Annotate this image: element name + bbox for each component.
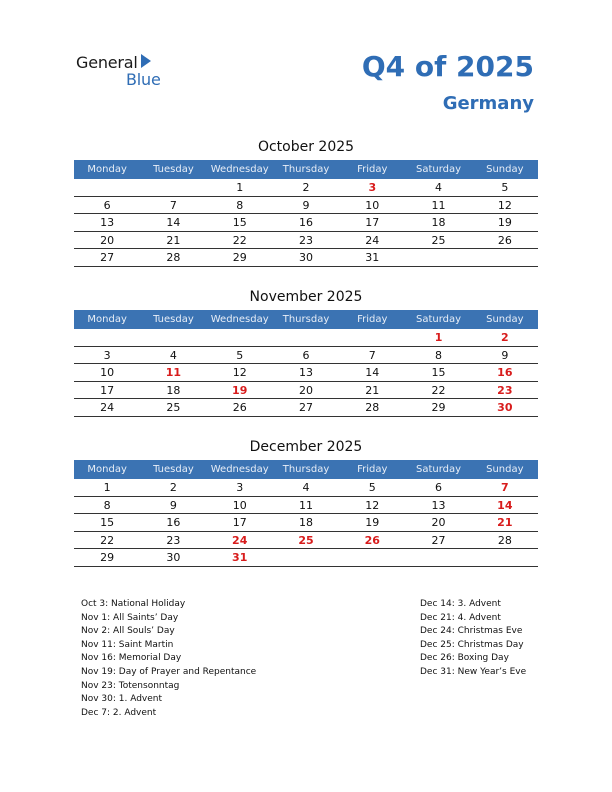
day-cell: 22 <box>232 233 247 247</box>
week-row <box>74 197 538 215</box>
day-cell: 1 <box>236 181 244 194</box>
day-cell: 4 <box>302 481 310 494</box>
holiday-note: Oct 3: National Holiday <box>81 599 186 609</box>
weekday-label: Thursday <box>282 464 330 475</box>
day-cell: 2 <box>302 181 310 194</box>
day-cell: 20 <box>298 383 313 397</box>
week-row <box>74 532 538 550</box>
day-cell: 6 <box>103 198 111 212</box>
holiday-note: Nov 2: All Souls’ Day <box>81 626 175 637</box>
day-cell: 18 <box>166 383 181 397</box>
weekday-label: Sunday <box>486 464 524 475</box>
month-title: November 2025 <box>249 289 363 305</box>
day-cell: 17 <box>100 383 115 397</box>
page-title: Q4 of 2025 <box>361 50 534 83</box>
week-row <box>74 497 538 515</box>
week-row <box>74 214 538 232</box>
weekday-header <box>74 310 538 329</box>
country-name: Germany <box>442 93 534 114</box>
day-cell: 23 <box>166 533 181 547</box>
day-cell: 6 <box>302 348 310 362</box>
day-cell: 14 <box>365 366 380 379</box>
day-cell: 28 <box>365 401 380 414</box>
day-cell: 26 <box>232 401 247 414</box>
logo-flag-icon <box>141 54 151 68</box>
day-cell: 31 <box>365 251 380 264</box>
weekday-label: Thursday <box>282 314 330 325</box>
day-cell: 11 <box>298 498 313 512</box>
month-december <box>74 438 538 567</box>
day-cell: 13 <box>298 366 313 379</box>
day-cell: 25 <box>298 533 314 547</box>
day-cell: 19 <box>497 216 512 229</box>
day-cell: 18 <box>431 216 446 229</box>
weekday-label: Friday <box>357 314 388 325</box>
day-cell: 16 <box>166 516 181 529</box>
day-cell: 16 <box>298 216 313 229</box>
day-cell: 15 <box>100 516 115 529</box>
empty-day-cell <box>472 249 538 266</box>
day-cell: 30 <box>298 251 313 264</box>
day-cell: 25 <box>166 401 181 414</box>
weekday-label: Friday <box>357 164 388 175</box>
holiday-note: Dec 25: Christmas Day <box>420 639 524 650</box>
day-cell: 10 <box>232 498 247 512</box>
day-cell: 17 <box>365 216 380 229</box>
empty-day-cell <box>472 549 538 566</box>
day-cell: 25 <box>431 233 446 247</box>
day-cell: 22 <box>431 383 446 397</box>
week-row <box>74 382 538 400</box>
week-row <box>74 364 538 382</box>
weekday-label: Wednesday <box>210 314 269 325</box>
day-cell: 4 <box>435 181 443 194</box>
logo-text-blue: Blue <box>126 70 161 89</box>
day-cell: 19 <box>365 516 380 529</box>
day-cell: 13 <box>431 498 446 512</box>
day-cell: 11 <box>431 198 446 212</box>
weekday-label: Monday <box>87 164 127 175</box>
day-cell: 29 <box>100 551 115 564</box>
weekday-label: Wednesday <box>210 164 269 175</box>
day-cell: 9 <box>302 198 310 212</box>
empty-day-cell <box>273 549 339 566</box>
day-cell: 8 <box>435 348 443 362</box>
empty-day-cell <box>74 179 140 196</box>
week-row <box>74 479 538 497</box>
day-cell: 11 <box>165 366 182 379</box>
week-row <box>74 549 538 567</box>
logo-text-general: General <box>76 53 138 72</box>
day-cell: 7 <box>501 481 509 494</box>
day-cell: 12 <box>232 366 247 379</box>
day-cell: 22 <box>100 533 115 547</box>
day-cell: 4 <box>169 348 177 362</box>
day-cell: 2 <box>169 481 177 494</box>
weekday-label: Saturday <box>416 164 462 175</box>
day-cell: 3 <box>103 348 111 362</box>
month-title: December 2025 <box>249 439 363 455</box>
week-row <box>74 249 538 267</box>
day-cell: 30 <box>166 551 181 564</box>
empty-day-cell <box>339 329 405 346</box>
day-cell: 19 <box>232 383 248 397</box>
empty-day-cell <box>140 329 206 346</box>
day-cell: 31 <box>232 551 248 564</box>
day-cell: 26 <box>497 233 512 247</box>
holiday-note: Nov 16: Memorial Day <box>81 653 182 664</box>
day-cell: 5 <box>501 181 509 194</box>
day-cell: 23 <box>497 383 513 397</box>
week-row <box>74 514 538 532</box>
day-cell: 3 <box>368 181 377 194</box>
week-row <box>74 179 538 197</box>
day-cell: 3 <box>236 481 244 494</box>
day-cell: 24 <box>100 401 115 414</box>
holiday-notes-left <box>81 598 256 720</box>
holiday-notes-right <box>420 598 526 680</box>
day-cell: 17 <box>232 516 247 529</box>
holiday-note: Dec 26: Boxing Day <box>420 653 509 664</box>
week-row <box>74 232 538 250</box>
day-cell: 8 <box>103 498 111 512</box>
day-cell: 27 <box>298 401 313 414</box>
holiday-note: Nov 30: 1. Advent <box>81 694 163 705</box>
month-title: October 2025 <box>257 139 355 155</box>
weekday-label: Tuesday <box>153 314 194 325</box>
day-cell: 6 <box>435 481 443 494</box>
day-cell: 7 <box>368 348 376 362</box>
empty-day-cell <box>339 549 405 566</box>
day-cell: 20 <box>100 233 115 247</box>
day-cell: 10 <box>100 366 115 379</box>
holiday-note: Nov 11: Saint Martin <box>81 639 174 650</box>
empty-day-cell <box>405 249 471 266</box>
day-cell: 29 <box>232 251 247 264</box>
holiday-note: Dec 31: New Year’s Eve <box>420 666 527 677</box>
holiday-note: Dec 14: 3. Advent <box>420 599 501 609</box>
week-row <box>74 329 538 347</box>
day-cell: 29 <box>431 401 446 414</box>
day-cell: 5 <box>368 481 376 494</box>
holiday-note: Dec 21: 4. Advent <box>420 612 501 623</box>
day-cell: 27 <box>100 251 115 264</box>
holiday-note: Dec 7: 2. Advent <box>81 707 157 718</box>
day-cell: 14 <box>497 498 513 512</box>
day-cell: 9 <box>501 348 509 362</box>
day-cell: 18 <box>298 516 313 529</box>
day-cell: 20 <box>431 516 446 529</box>
weekday-label: Wednesday <box>210 464 269 475</box>
day-cell: 10 <box>365 198 380 212</box>
week-row <box>74 347 538 365</box>
day-cell: 27 <box>431 533 446 547</box>
weekday-label: Sunday <box>486 164 524 175</box>
weekday-label: Sunday <box>486 314 524 325</box>
day-cell: 24 <box>232 533 248 547</box>
weekday-header <box>74 160 538 179</box>
day-cell: 16 <box>497 366 513 379</box>
empty-day-cell <box>405 549 471 566</box>
weekday-label: Tuesday <box>153 164 194 175</box>
day-cell: 15 <box>431 366 446 379</box>
day-cell: 14 <box>166 216 181 229</box>
weekday-label: Thursday <box>282 164 330 175</box>
holiday-note: Nov 19: Day of Prayer and Repentance <box>81 666 257 677</box>
day-cell: 30 <box>497 401 513 414</box>
day-cell: 2 <box>501 331 509 344</box>
day-cell: 1 <box>103 481 111 494</box>
weekday-label: Monday <box>87 314 127 325</box>
day-cell: 28 <box>497 533 512 547</box>
day-cell: 28 <box>166 251 181 264</box>
empty-day-cell <box>207 329 273 346</box>
day-cell: 15 <box>232 216 247 229</box>
logo <box>76 52 186 92</box>
day-cell: 7 <box>169 198 177 212</box>
day-cell: 9 <box>169 498 177 512</box>
weekday-label: Saturday <box>416 314 462 325</box>
day-cell: 13 <box>100 216 115 229</box>
holiday-note: Nov 23: Totensonntag <box>81 680 180 691</box>
day-cell: 21 <box>166 233 181 247</box>
day-cell: 1 <box>434 331 443 344</box>
day-cell: 21 <box>497 516 513 529</box>
day-cell: 12 <box>365 498 380 512</box>
holiday-note: Nov 1: All Saints’ Day <box>81 612 179 623</box>
weekday-label: Tuesday <box>153 464 194 475</box>
day-cell: 12 <box>497 198 512 212</box>
day-cell: 8 <box>236 198 244 212</box>
weekday-label: Friday <box>357 464 388 475</box>
day-cell: 5 <box>236 348 244 362</box>
empty-day-cell <box>140 179 206 196</box>
day-cell: 21 <box>365 383 380 397</box>
day-cell: 23 <box>298 233 313 247</box>
weekday-label: Saturday <box>416 464 462 475</box>
weekday-header <box>74 460 538 479</box>
day-cell: 26 <box>364 533 380 547</box>
holiday-note: Dec 24: Christmas Eve <box>420 626 523 637</box>
empty-day-cell <box>273 329 339 346</box>
month-november <box>74 288 538 417</box>
month-october <box>74 138 538 267</box>
week-row <box>74 399 538 417</box>
day-cell: 24 <box>365 233 380 247</box>
weekday-label: Monday <box>87 464 127 475</box>
empty-day-cell <box>74 329 140 346</box>
